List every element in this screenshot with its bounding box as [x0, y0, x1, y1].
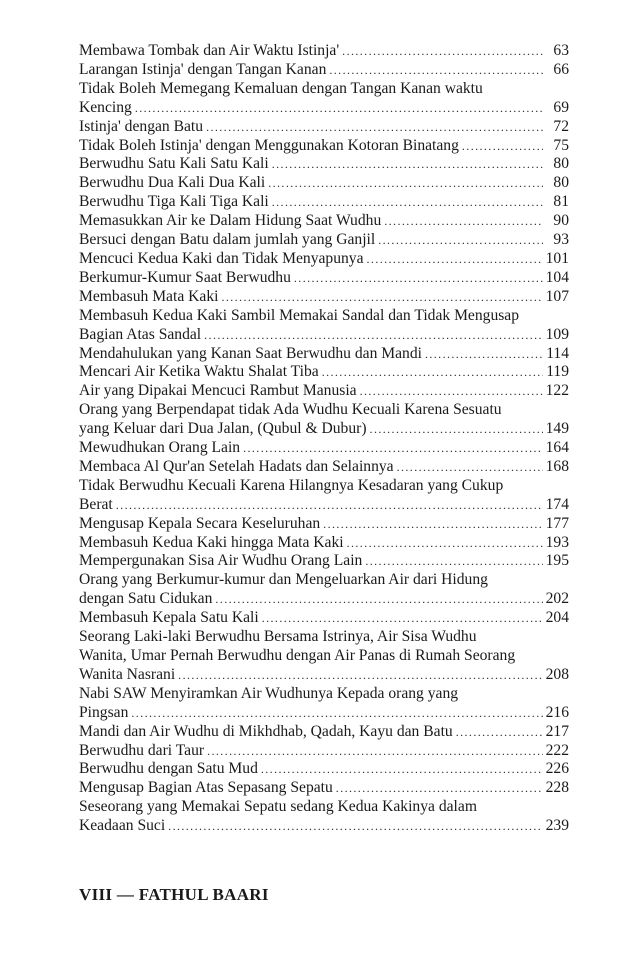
toc-entry-title: Pingsan [79, 703, 129, 721]
dot-leader [342, 42, 543, 61]
dot-leader [384, 212, 543, 231]
footer-book-title: FATHUL BAARI [138, 885, 269, 904]
toc-entry [79, 685, 569, 723]
toc-entry-title: yang Keluar dari Dua Jalan, (Qubul & Dubur) [79, 420, 367, 438]
toc-page-number: 101 [545, 249, 569, 267]
toc-entry [79, 515, 569, 534]
toc-entry-last-line [79, 174, 569, 193]
toc-page-number: 202 [545, 590, 569, 608]
toc-entry-last-line [79, 42, 569, 61]
dot-leader [329, 61, 543, 80]
table-of-contents [79, 42, 569, 836]
page-footer [79, 885, 269, 905]
toc-entry-title: Membawa Tombak dan Air Waktu Istinja' [79, 42, 340, 59]
toc-entry-last-line [79, 723, 569, 742]
toc-entry-title: Orang yang Berkumur-kumur dan Mengeluarkan Air dari Hidung [79, 571, 488, 589]
toc-entry-last-line [79, 742, 569, 761]
toc-entry-last-line [79, 193, 569, 212]
toc-entry-title: Berkumur-Kumur Saat Berwudhu [79, 268, 291, 286]
toc-entry-title: Memasukkan Air ke Dalam Hidung Saat Wudhu [79, 212, 382, 230]
toc-entry-title: Orang yang Berpendapat tidak Ada Wudhu Kecuali Karena Sesuatu [79, 401, 502, 419]
toc-entry-title: Bagian Atas Sandal [79, 325, 202, 343]
toc-page-number: 239 [545, 817, 569, 835]
toc-entry [79, 534, 569, 553]
toc-entry [79, 552, 569, 571]
dot-leader [261, 760, 543, 779]
toc-entry [79, 458, 569, 477]
toc-page-number: 114 [546, 344, 569, 362]
toc-page-number: 149 [545, 420, 569, 438]
toc-entry [79, 609, 569, 628]
toc-entry-last-line [79, 363, 569, 382]
toc-entry [79, 742, 569, 761]
dot-leader [272, 155, 543, 174]
toc-entry-last-line [79, 515, 569, 534]
toc-page-number: 104 [545, 268, 569, 286]
toc-entry-last-line [79, 420, 569, 439]
dot-leader [462, 137, 543, 156]
toc-entry-title: Mengusap Kepala Secara Keseluruhan [79, 514, 321, 532]
toc-entry [79, 363, 569, 382]
dot-leader [204, 326, 543, 345]
dot-leader [322, 363, 543, 382]
dot-leader [116, 496, 543, 515]
toc-entry-last-line [79, 250, 569, 269]
toc-entry-last-line [79, 326, 569, 345]
toc-entry-title: Tidak Berwudhu Kecuali Karena Hilangnya Kesadaran yang Cukup [79, 476, 504, 494]
toc-entry [79, 193, 569, 212]
toc-entry-title: Keadaan Suci [79, 817, 166, 835]
toc-entry [79, 137, 569, 156]
toc-entry [79, 723, 569, 742]
toc-entry-last-line [79, 345, 569, 364]
dot-leader [367, 250, 543, 269]
toc-entry-last-line [79, 382, 569, 401]
toc-entry [79, 269, 569, 288]
toc-entry-line [79, 307, 569, 326]
toc-entry-title: Wanita Nasrani [79, 665, 176, 683]
toc-page-number: 66 [553, 60, 569, 78]
toc-entry-last-line [79, 704, 569, 723]
toc-entry-title: dengan Satu Cidukan [79, 590, 213, 608]
toc-entry-last-line [79, 99, 569, 118]
toc-entry [79, 250, 569, 269]
toc-entry-line [79, 798, 569, 817]
toc-entry [79, 231, 569, 250]
toc-page-number: 90 [553, 212, 569, 230]
toc-entry-last-line [79, 760, 569, 779]
dot-leader [336, 779, 543, 798]
toc-page-number: 93 [553, 231, 569, 249]
dot-leader [397, 458, 543, 477]
toc-entry [79, 212, 569, 231]
toc-page-number: 195 [545, 552, 569, 570]
toc-entry-title: Tidak Boleh Memegang Kemaluan dengan Tangan Kanan waktu [79, 79, 483, 97]
toc-entry [79, 382, 569, 401]
toc-page-number: 217 [545, 722, 569, 740]
dot-leader [215, 590, 543, 609]
toc-entry [79, 174, 569, 193]
toc-entry [79, 288, 569, 307]
toc-entry-title: Mandi dan Air Wudhu di Mikhdhab, Qadah, Kayu dan Batu [79, 722, 453, 740]
toc-entry-title: Larangan Istinja' dengan Tangan Kanan [79, 60, 327, 78]
toc-entry-title: Berwudhu dengan Satu Mud [79, 760, 258, 778]
dot-leader [370, 420, 543, 439]
footer-separator: — [116, 885, 135, 904]
toc-entry [79, 477, 569, 515]
toc-page-number: 69 [553, 98, 569, 116]
toc-entry-title: Mewudhukan Orang Lain [79, 439, 241, 457]
toc-entry-last-line [79, 231, 569, 250]
toc-page-number: 193 [545, 533, 569, 551]
toc-page-number: 177 [545, 514, 569, 532]
dot-leader [360, 382, 543, 401]
toc-entry [79, 61, 569, 80]
toc-entry-title: Mencuci Kedua Kaki dan Tidak Menyapunya [79, 249, 364, 267]
toc-entry-line [79, 477, 569, 496]
toc-entry [79, 42, 569, 61]
toc-entry [79, 118, 569, 137]
toc-entry [79, 760, 569, 779]
toc-entry-line [79, 628, 569, 647]
toc-page-number: 107 [545, 287, 569, 305]
toc-entry-last-line [79, 817, 569, 836]
toc-page-number: 63 [553, 42, 569, 59]
toc-entry-title: Seorang Laki-laki Berwudhu Bersama Istrinya, Air Sisa Wudhu [79, 628, 477, 646]
toc-entry-line [79, 401, 569, 420]
dot-leader [323, 515, 543, 534]
toc-entry-line [79, 647, 569, 666]
dot-leader [221, 288, 543, 307]
toc-entry-last-line [79, 61, 569, 80]
dot-leader [365, 552, 543, 571]
toc-entry [79, 571, 569, 609]
toc-entry-last-line [79, 439, 569, 458]
toc-page-number: 228 [545, 779, 569, 797]
toc-entry-title: Seseorang yang Memakai Sepatu sedang Kedua Kakinya dalam [79, 798, 477, 816]
toc-entry-title: Berwudhu Tiga Kali Tiga Kali [79, 193, 269, 211]
toc-entry-last-line [79, 137, 569, 156]
toc-entry-last-line [79, 155, 569, 174]
dot-leader [262, 609, 543, 628]
toc-page-number: 119 [546, 363, 569, 381]
toc-entry-title: Membasuh Mata Kaki [79, 287, 219, 305]
toc-page-number: 226 [545, 760, 569, 778]
dot-leader [131, 704, 543, 723]
toc-entry-last-line [79, 534, 569, 553]
toc-entry-title: Kencing [79, 98, 132, 116]
toc-entry-last-line [79, 269, 569, 288]
toc-entry-title: Membasuh Kedua Kaki hingga Mata Kaki [79, 533, 344, 551]
footer-page-numeral: VIII [79, 885, 113, 904]
toc-page-number: 75 [553, 136, 569, 154]
dot-leader [168, 817, 543, 836]
toc-entry-last-line [79, 288, 569, 307]
toc-page-number: 208 [545, 665, 569, 683]
toc-entry-title: Bersuci dengan Batu dalam jumlah yang Ganjil [79, 231, 376, 249]
dot-leader [206, 118, 543, 137]
toc-entry-title: Berwudhu Satu Kali Satu Kali [79, 155, 269, 173]
toc-entry [79, 401, 569, 439]
dot-leader [178, 666, 543, 685]
toc-page-number: 168 [545, 457, 569, 475]
toc-entry [79, 798, 569, 836]
toc-page-number: 122 [545, 382, 569, 400]
toc-entry-last-line [79, 118, 569, 137]
toc-entry-title: Nabi SAW Menyiramkan Air Wudhunya Kepada orang yang [79, 684, 459, 702]
toc-entry [79, 345, 569, 364]
toc-entry-title: Membasuh Kepala Satu Kali [79, 609, 259, 627]
dot-leader [207, 742, 543, 761]
toc-entry [79, 80, 569, 118]
toc-entry-last-line [79, 552, 569, 571]
toc-entry-last-line [79, 212, 569, 231]
toc-entry-line [79, 80, 569, 99]
dot-leader [272, 193, 543, 212]
toc-page-number: 80 [553, 155, 569, 173]
toc-entry-title: Mencari Air Ketika Waktu Shalat Tiba [79, 363, 319, 381]
toc-entry-title: Tidak Boleh Istinja' dengan Menggunakan Kotoran Binatang [79, 136, 459, 154]
toc-entry-title: Mempergunakan Sisa Air Wudhu Orang Lain [79, 552, 363, 570]
toc-entry-title: Membaca Al Qur'an Setelah Hadats dan Selainnya [79, 457, 394, 475]
toc-entry-line [79, 685, 569, 704]
toc-entry [79, 307, 569, 345]
dot-leader [294, 269, 543, 288]
toc-entry-title: Mengusap Bagian Atas Sepasang Sepatu [79, 779, 333, 797]
toc-page-number: 80 [553, 174, 569, 192]
dot-leader [456, 723, 543, 742]
toc-page-number: 222 [545, 741, 569, 759]
toc-page-number: 216 [545, 703, 569, 721]
toc-entry-last-line [79, 458, 569, 477]
toc-entry-last-line [79, 666, 569, 685]
toc-entry-last-line [79, 496, 569, 515]
toc-page-number: 204 [545, 609, 569, 627]
toc-entry-title: Berat [79, 495, 113, 513]
toc-entry-title: Mendahulukan yang Kanan Saat Berwudhu dan Mandi [79, 344, 422, 362]
dot-leader [425, 345, 543, 364]
toc-entry [79, 439, 569, 458]
toc-entry-title: Membasuh Kedua Kaki Sambil Memakai Sandal dan Tidak Mengusap [79, 306, 520, 324]
toc-entry-line [79, 571, 569, 590]
dot-leader [268, 174, 543, 193]
toc-entry-last-line [79, 609, 569, 628]
toc-page-number: 81 [553, 193, 569, 211]
toc-page-number: 174 [545, 495, 569, 513]
dot-leader [378, 231, 543, 250]
toc-entry-title: Berwudhu Dua Kali Dua Kali [79, 174, 266, 192]
dot-leader [347, 534, 543, 553]
dot-leader [135, 99, 543, 118]
toc-entry-title: Wanita, Umar Pernah Berwudhu dengan Air Panas di Rumah Seorang [79, 647, 516, 664]
toc-page-number: 109 [545, 325, 569, 343]
toc-entry-title: Berwudhu dari Taur [79, 741, 205, 759]
toc-entry [79, 155, 569, 174]
toc-entry-last-line [79, 779, 569, 798]
toc-entry [79, 779, 569, 798]
toc-page-number: 164 [545, 439, 569, 457]
toc-page-number: 72 [553, 117, 569, 135]
toc-entry-title: Istinja' dengan Batu [79, 117, 204, 135]
toc-entry [79, 628, 569, 685]
dot-leader [243, 439, 543, 458]
toc-entry-title: Air yang Dipakai Mencuci Rambut Manusia [79, 382, 357, 400]
toc-entry-last-line [79, 590, 569, 609]
